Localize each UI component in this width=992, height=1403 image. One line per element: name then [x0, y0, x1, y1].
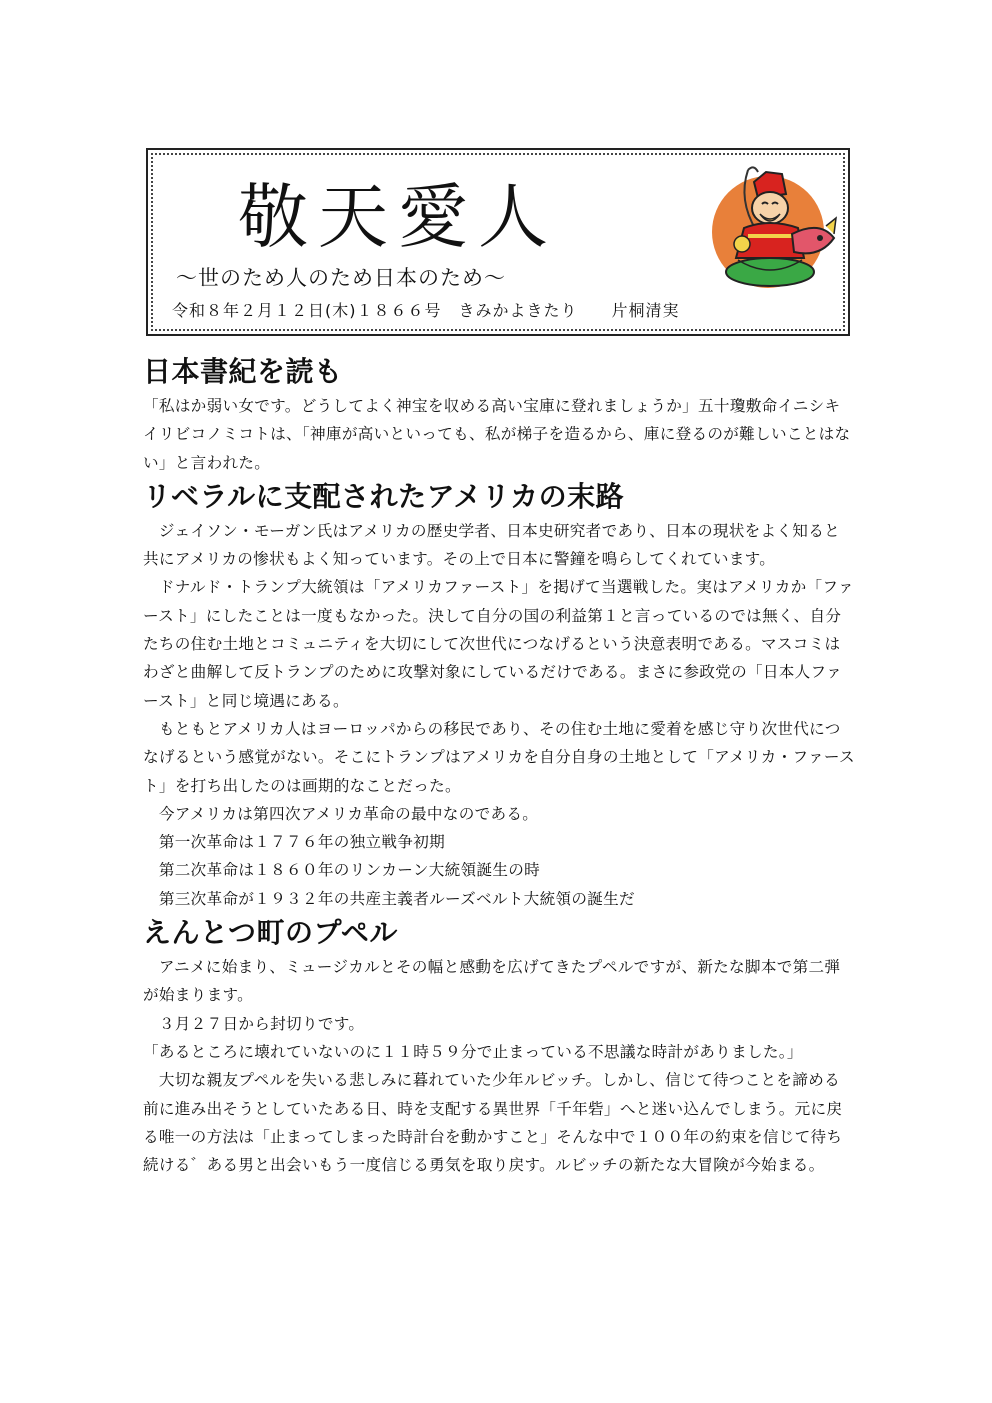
paragraph: ドナルド・トランプ大統領は「アメリカファースト」を掲げて当選戦した。実はアメリカか「ファースト」にしたことは一度もなかった。決して自分の国の利益第１と言っているのでは無く、自分たちの住む土地とコミュニティを大切にして次世代につなげるという決意表明である。マスコミはわざと曲解して反トランプのために攻撃対象にしているだけである。まさに参政党の「日本人ファースト」と同じ境遇にある。: [143, 578, 854, 710]
paragraph: 第一次革命は１７７６年の独立戦争初期: [143, 833, 445, 852]
paragraph: 第二次革命は１８６０年のリンカーン大統領誕生の時: [143, 861, 541, 880]
paragraph: 第三次革命が１９３２年の共産主義者ルーズベルト大統領の誕生だ: [143, 889, 635, 908]
paragraph: 今アメリカは第四次アメリカ革命の最中なのである。: [143, 804, 539, 823]
paragraph: もともとアメリカ人はヨーロッパからの移民であり、その住む土地に愛着を感じ守り次世代につなげるという感覚がない。そこにトランプはアメリカを自分自身の土地として「アメリカ・ファースト」を打ち出したのは画期的なことだった。: [143, 719, 855, 795]
paragraph: アニメに始まり、ミュージカルとその幅と感動を広げてきたプペルですが、新たな脚本で第二弾が始まります。: [143, 958, 841, 1005]
ebisu-mascot-icon: [708, 160, 844, 300]
paragraph: ジェイソン・モーガン氏はアメリカの歴史学者、日本史研究者であり、日本の現状をよく知ると共にアメリカの惨状もよく知っています。その上で日本に警鐘を鳴らしてくれています。: [143, 521, 840, 569]
section-nihon-shoki: [143, 352, 855, 477]
paragraph: 大切な親友プペルを失いる悲しみに暮れていた少年ルビッチ。しかし、信じて待つことを諦める前に進み出そうとしていたある日、時を支配する異世界「千年砦」へと迷い込んでしまう。元に戻る唯一の方法は「止まってしまった時計台を動かすこと」そんな中で１００年の約束を信じて待ち続ける゛ある男と出会いもう一度信じる勇気を取り戻す。ルビッチの新たな大冒険が今始まる。: [143, 1071, 843, 1175]
article-body: [143, 352, 855, 1179]
section-liberal-america: [143, 477, 855, 913]
newsletter-subtitle: ～世のため人のため日本のため～: [176, 266, 506, 290]
paragraph: 「私はか弱い女です。どうしてよく神宝を収める高い宝庫に登れましょうか」五十瓊敷命イニシキイリビコノミコトは、「神庫が高いといっても、私が梯子を造るから、庫に登るのが難しいことはない」と言われた。: [143, 397, 851, 472]
masthead-box: [146, 148, 850, 336]
issue-info: 令和８年２月１２日(木)１８６６号 きみかよきたり 片桐清実: [172, 301, 680, 320]
paragraph: ３月２７日から封切りです。: [143, 1014, 365, 1033]
section-heading: 日本書紀を読も: [143, 355, 343, 388]
section-heading: えんとつ町のプペル: [143, 916, 398, 950]
newsletter-title: 敬天愛人: [238, 176, 558, 258]
paragraph: 「あるところに壊れていないのに１１時５９分で止まっている不思議な時計がありました。」: [143, 1042, 803, 1061]
section-poupelle: [143, 913, 855, 1179]
section-heading: リベラルに支配されたアメリカの末路: [143, 479, 625, 513]
